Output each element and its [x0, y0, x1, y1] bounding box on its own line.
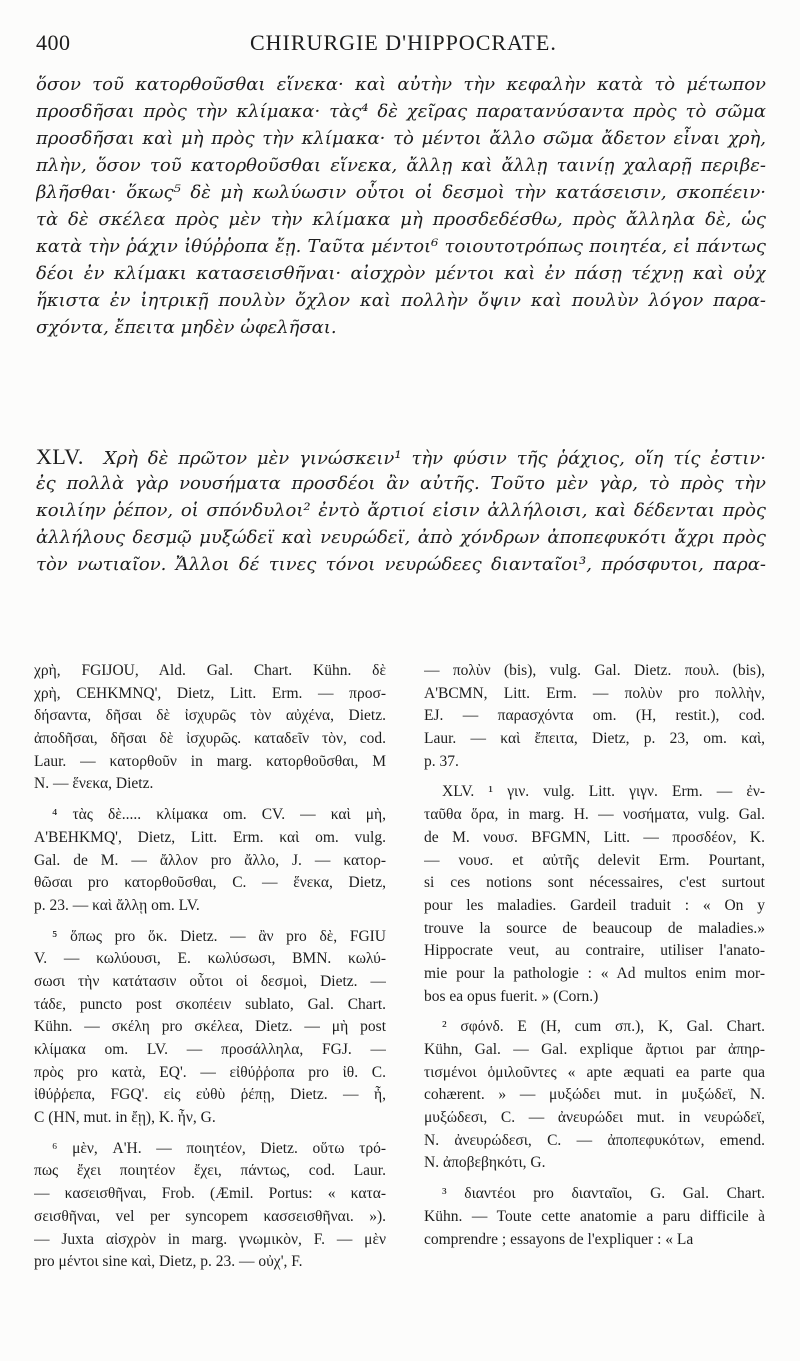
footnote-line: ταῦθα ὅρα, in marg. H. — νοσήματα, vulg. Gal.	[424, 806, 765, 824]
footnote-line: τάδε, puncto post σκοπέειν sublato, Gal. Chart.	[34, 995, 386, 1013]
footnote-line: ἰθύῤῥεπα, FGQ'. εἰς εὐθὺ ῥέπῃ, Dietz. — ἦ,	[34, 1086, 386, 1104]
footnote-line: Laur. — καὶ ἔπειτα, Dietz, p. 23, om. καὶ,	[424, 730, 765, 748]
footnote-line: χρὴ, CEHKMNQ', Dietz, Litt. Erm. — προσ-	[34, 684, 386, 702]
footnote-line: ἀποδῆσαι, δῆσαι δὲ ἰσχυρῶς. καταδεῖν τὸν, cod.	[34, 730, 386, 748]
footnote-line: Gal. de M. — ἄλλον pro ἄλλο, J. — κατορ-	[34, 851, 386, 869]
paragraph-line: κοιλίην ῥέπον, οἱ σπόνδυλοι² ἐντὸ ἄρτιοί εἰσιν ἀλλήλοισι, καὶ δέδενται πρὸς	[36, 500, 766, 521]
greek-paragraph-2	[36, 443, 766, 578]
footnote-line: — πολὺν (bis), vulg. Gal. Dietz. πουλ. (bis),	[424, 662, 765, 679]
footnote-line: σεισθῆναι, vel per syncopem κασσεισθῆναι. »).	[34, 1207, 386, 1225]
footnote-line: Laur. — κατορθοῦν in marg. κατορθοῦσθαι, M	[34, 752, 386, 770]
footnote-line: p. 23. — καὶ ἄλλῃ om. LV.	[34, 896, 200, 914]
paragraph-line: ἥκιστα ἐν ἰητρικῇ πουλὺν ὄχλον καὶ πολλὴν ὄψιν καὶ πουλὺν λόγον παρα-	[36, 290, 766, 311]
footnote-line: N. ἀνευρώδεσι, C. — ἀποπεφυκότων, emend.	[424, 1131, 765, 1149]
footnote-line: Kühn. — σκέλη pro σκέλεα, Dietz. — μὴ post	[34, 1018, 386, 1036]
footnote-line: ⁴ τὰς δὲ..... κλίμακα om. CV. — καὶ μὴ,	[52, 806, 386, 824]
paragraph-line: σχόντα, ἔπειτα μηδὲν ὠφελῆσαι.	[36, 317, 337, 338]
footnote-line: bos ea opus fuerit. » (Corn.)	[424, 987, 599, 1005]
footnote-line: p. 37.	[424, 752, 459, 770]
footnote-line: pour les maladies. Gardeil traduit : « On y	[424, 896, 765, 914]
paragraph-line: ὅσον τοῦ κατορθοῦσθαι εἵνεκα· καὶ αὐτὴν τὴν κεφαλὴν κατὰ τὸ μέτωπον	[36, 74, 766, 95]
footnotes-left-column	[34, 660, 386, 1274]
paragraph-line: βλῆσθαι· ὅκως⁵ δὲ μὴ κωλύωσιν οὗτοι οἱ δεσμοὶ τὴν κατάσεισιν, σκοπέειν·	[36, 182, 766, 203]
greek-paragraph-1	[36, 71, 766, 341]
footnote-line: — νουσ. et αὐτῆς delevit Erm. Pourtant,	[424, 851, 765, 869]
paragraph-line: ἐς πολλὰ γὰρ νουσήματα προσδέοι ἂν αὐτῆς. Τοῦτο μὲν γὰρ, τὸ πρὸς τὴν	[36, 473, 766, 494]
footnote-line: N. — ἕνεκα, Dietz.	[34, 775, 154, 793]
footnote-line: κλίμακα om. LV. — προσάλληλα, FGJ. —	[34, 1041, 386, 1058]
footnote-line: si ces notions sont nécessaires, c'est surtout	[424, 874, 765, 892]
footnote-line: Kühn, Gal. — Gal. explique ἄρτιοι par ἀπηρ-	[424, 1041, 765, 1058]
footnote-line: cohærent. » — μυξώδει mut. in μυξώδεϊ, N.	[424, 1086, 765, 1104]
footnote-line: σωσι τὴν κατάτασιν οὗτοι οἱ δεσμοὶ, Dietz. —	[34, 972, 386, 990]
footnote-line: XLV. ¹ γιν. vulg. Litt. γιγν. Erm. — ἐν-	[442, 783, 765, 801]
footnote-line: ² σφόνδ. E (H, cum σπ.), K, Gal. Chart.	[442, 1018, 765, 1036]
paragraph-line: ἀλλήλους δεσμῷ μυξώδεϊ καὶ νευρώδεϊ, ἀπὸ χόνδρων ἀποπεφυκότι ἄχρι πρὸς	[36, 527, 766, 548]
footnote-line: trouve la source de beaucoup de maladies.»	[424, 919, 765, 937]
footnote-line: N. ἀποβεβηκότι, G.	[424, 1154, 546, 1172]
page-number: 400	[36, 30, 71, 55]
footnote-line: ³ διαντέοι pro διανταῖοι, G. Gal. Chart.	[442, 1185, 765, 1203]
paragraph-line: δέοι ἐν κλίμακι κατασεισθῆναι· αἰσχρὸν μέντοι καὶ ἐν πάσῃ τέχνῃ καὶ οὐχ	[36, 263, 766, 284]
footnote-line: mie pour la pathologie : « Ad multos enim mor-	[424, 964, 765, 982]
paragraph-line: τὰ δὲ σκέλεα πρὸς μὲν τὴν κλίμακα μὴ προσδεδέσθω, πρὸς ἄλληλα δὲ, ὡς	[36, 209, 766, 230]
footnote-line: Hippocrate veut, au contraire, utiliser l'anato-	[424, 942, 765, 960]
paragraph-line: προσδῆσαι πρὸς τὴν κλίμακα· τὰς⁴ δὲ χεῖρας παρατανύσαντα πρὸς τὸ σῶμα	[36, 101, 766, 122]
footnote-line: Kühn. — Toute cette anatomie a paru difficile à	[424, 1207, 765, 1225]
footnotes-right-column	[424, 660, 765, 1251]
footnote-line: comprendre ; essayons de l'expliquer : « La	[424, 1230, 694, 1248]
footnote-line: EJ. — παρασχόντα om. (H, restit.), cod.	[424, 707, 765, 725]
footnote-line: ⁶ μὲν, A'H. — ποιητέον, Dietz. οὕτω τρό-	[52, 1139, 386, 1157]
footnote-line: C (HN, mut. in ἔῃ), K. ἦν, G.	[34, 1109, 216, 1127]
running-title: CHIRURGIE D'HIPPOCRATE.	[250, 30, 557, 55]
footnote-line: — κασεισθῆναι, Frob. (Æmil. Portus: « κατα-	[34, 1185, 386, 1203]
footnote-line: μυξώδεσι, C. — ἀνευρώδει mut. in νευρώδεϊ,	[424, 1109, 765, 1127]
paragraph-line: τὸν νωτιαῖον. Ἄλλοι δέ τινες τόνοι νευρώδεες διανταῖοι³, πρόσφυτοι, παρα-	[36, 554, 766, 575]
footnote-line: πρὸς pro κατὰ, EQ'. — εἰθύῤῥοπα pro ἰθ. C.	[34, 1063, 386, 1081]
footnote-line: θῶσαι pro κατορθοῦσθαι, C. — ἕνεκα, Dietz,	[34, 874, 386, 892]
footnote-line: pro μέντοι sine καὶ, Dietz, p. 23. — οὐχ', F.	[34, 1253, 303, 1271]
paragraph-line: κατὰ τὴν ῥάχιν ἰθύῤῥοπα ἔῃ. Ταῦτα μέντοι⁶ τοιουτοτρόπως ποιητέα, εἰ πάντως	[36, 236, 766, 257]
running-head	[36, 30, 764, 60]
footnote-line: V. — κωλύουσι, E. κωλύσωσι, BMN. κωλύ-	[34, 950, 386, 968]
footnote-line: — Juxta αἰσχρὸν in marg. γνωμικὸν, F. — μὲν	[34, 1230, 386, 1248]
paragraph-2-opening: Χρὴ δὲ πρῶτον μὲν γινώσκειν¹ τὴν φύσιν τῆς ῥάχιος, οἵη τίς ἐστιν·	[103, 448, 766, 469]
footnote-line: A'BEHKMQ', Dietz, Litt. Erm. καὶ om. vulg.	[34, 828, 386, 846]
paragraph-line: προσδῆσαι καὶ μὴ πρὸς τὴν κλίμακα· τὸ μέντοι ἄλλο σῶμα ἄδετον εἶναι χρὴ,	[36, 128, 766, 149]
footnote-line: πως ἔχει ποιητέον ἔχει, πάντως, cod. Laur.	[34, 1162, 386, 1180]
footnote-line: ⁵ ὅπως pro ὅκ. Dietz. — ἂν pro δὲ, FGIU	[52, 927, 386, 945]
section-number: XLV.	[36, 444, 84, 469]
footnote-line: A'BCMN, Litt. Erm. — πολὺν pro πολλὴν,	[424, 684, 765, 702]
paragraph-line	[36, 443, 766, 470]
footnote-line: de M. νουσ. BFGMN, Litt. — προσδέον, K.	[424, 828, 765, 846]
paragraph-line: πλὴν, ὅσον τοῦ κατορθοῦσθαι εἵνεκα, ἄλλῃ καὶ ἄλλῃ ταινίῃ χαλαρῇ περιβε-	[36, 155, 766, 176]
footnote-line: χρὴ, FGIJOU, Ald. Gal. Chart. Kühn. δὲ	[34, 662, 386, 679]
footnote-line: δήσαντα, δῆσαι δὲ ἰσχυρῶς τὸν αὐχένα, Dietz.	[34, 707, 386, 725]
footnote-line: τισμένοι ὁμιλοῦντες « apte æquati ea parte qua	[424, 1063, 765, 1081]
